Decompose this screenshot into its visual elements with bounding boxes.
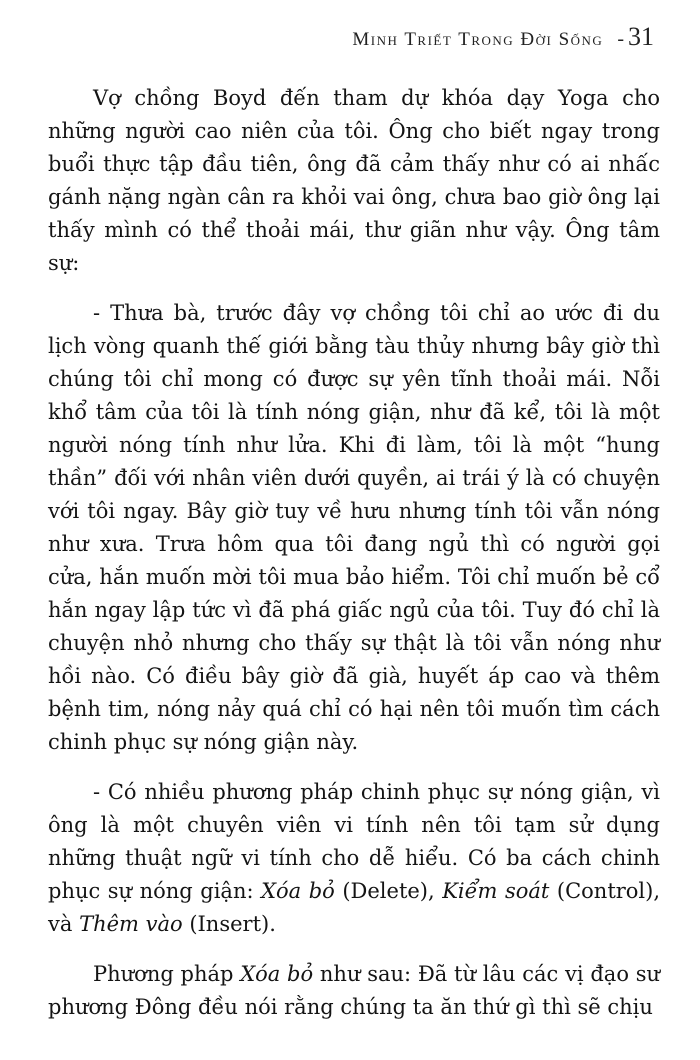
methods-after-delete: (Delete), (334, 879, 443, 903)
page-number: 31 (628, 22, 654, 51)
page-body (48, 82, 660, 1024)
header-separator: - (617, 28, 624, 50)
methods-lead: - Có nhiều phương pháp chinh phục sự nóng giận, vì ông là một chuyên viên vi tính nên tôi tạm sử dụng những thuật ngữ vi tính cho dễ hiểu. Có ba cách chinh phục sự nóng giận: (48, 780, 660, 903)
term-control: Kiểm soát (442, 879, 550, 903)
delete-method-rest: như sau: Đã từ lâu các vị đạo sư phương Đông đều nói rằng chúng ta ăn thứ gì thì sẽ chịu (48, 962, 661, 1019)
delete-method-lead: Phương pháp (93, 962, 241, 986)
methods-after-control: (Control), và (48, 879, 661, 936)
paragraph-delete-method (48, 958, 660, 1024)
paragraph-boyd-speech: - Thưa bà, trước đây vợ chồng tôi chỉ ao ước đi du lịch vòng quanh thế giới bằng tàu thủy nhưng bây giờ thì chúng tôi chỉ mong có được sự yên tĩnh thoải mái. Nỗi khổ tâm của tôi là tính nóng giận, như đã kể, tôi là một người nóng tính như lửa. Khi đi làm, tôi là một “hung thần” đối với nhân viên dưới quyền, ai trái ý là có chuyện với tôi ngay. Bây giờ tuy về hưu nhưng tính tôi vẫn nóng như xưa. Trưa hôm qua tôi đang ngủ thì có người gọi cửa, hắn muốn mời tôi mua bảo hiểm. Tôi chỉ muốn bẻ cổ hắn ngay lập tức vì đã phá giấc ngủ của tôi. Tuy đó chỉ là chuyện nhỏ nhưng cho thấy sự thật là tôi vẫn nóng như hồi nào. Có điều bây giờ đã già, huyết áp cao và thêm bệnh tim, nóng nảy quá chỉ có hại nên tôi muốn tìm cách chinh phục sự nóng giận này. (48, 301, 660, 754)
term-insert: Thêm vào (79, 912, 183, 936)
methods-after-insert: (Insert). (182, 912, 276, 936)
paragraph-three-methods (48, 776, 660, 941)
term-delete-repeat: Xóa bỏ (240, 962, 314, 986)
running-header (352, 22, 654, 52)
running-title: Minh Triết Trong Đời Sống (352, 29, 604, 50)
term-delete: Xóa bỏ (261, 879, 335, 903)
paragraph-intro: Vợ chồng Boyd đến tham dự khóa dạy Yoga cho những người cao niên của tôi. Ông cho biết ngay trong buổi thực tập đầu tiên, ông đã cảm thấy như có ai nhấc gánh nặng ngàn cân ra khỏi vai ông, chưa bao giờ ông lại thấy mình có thể thoải mái, thư giãn như vậy. Ông tâm sự: (48, 86, 660, 275)
